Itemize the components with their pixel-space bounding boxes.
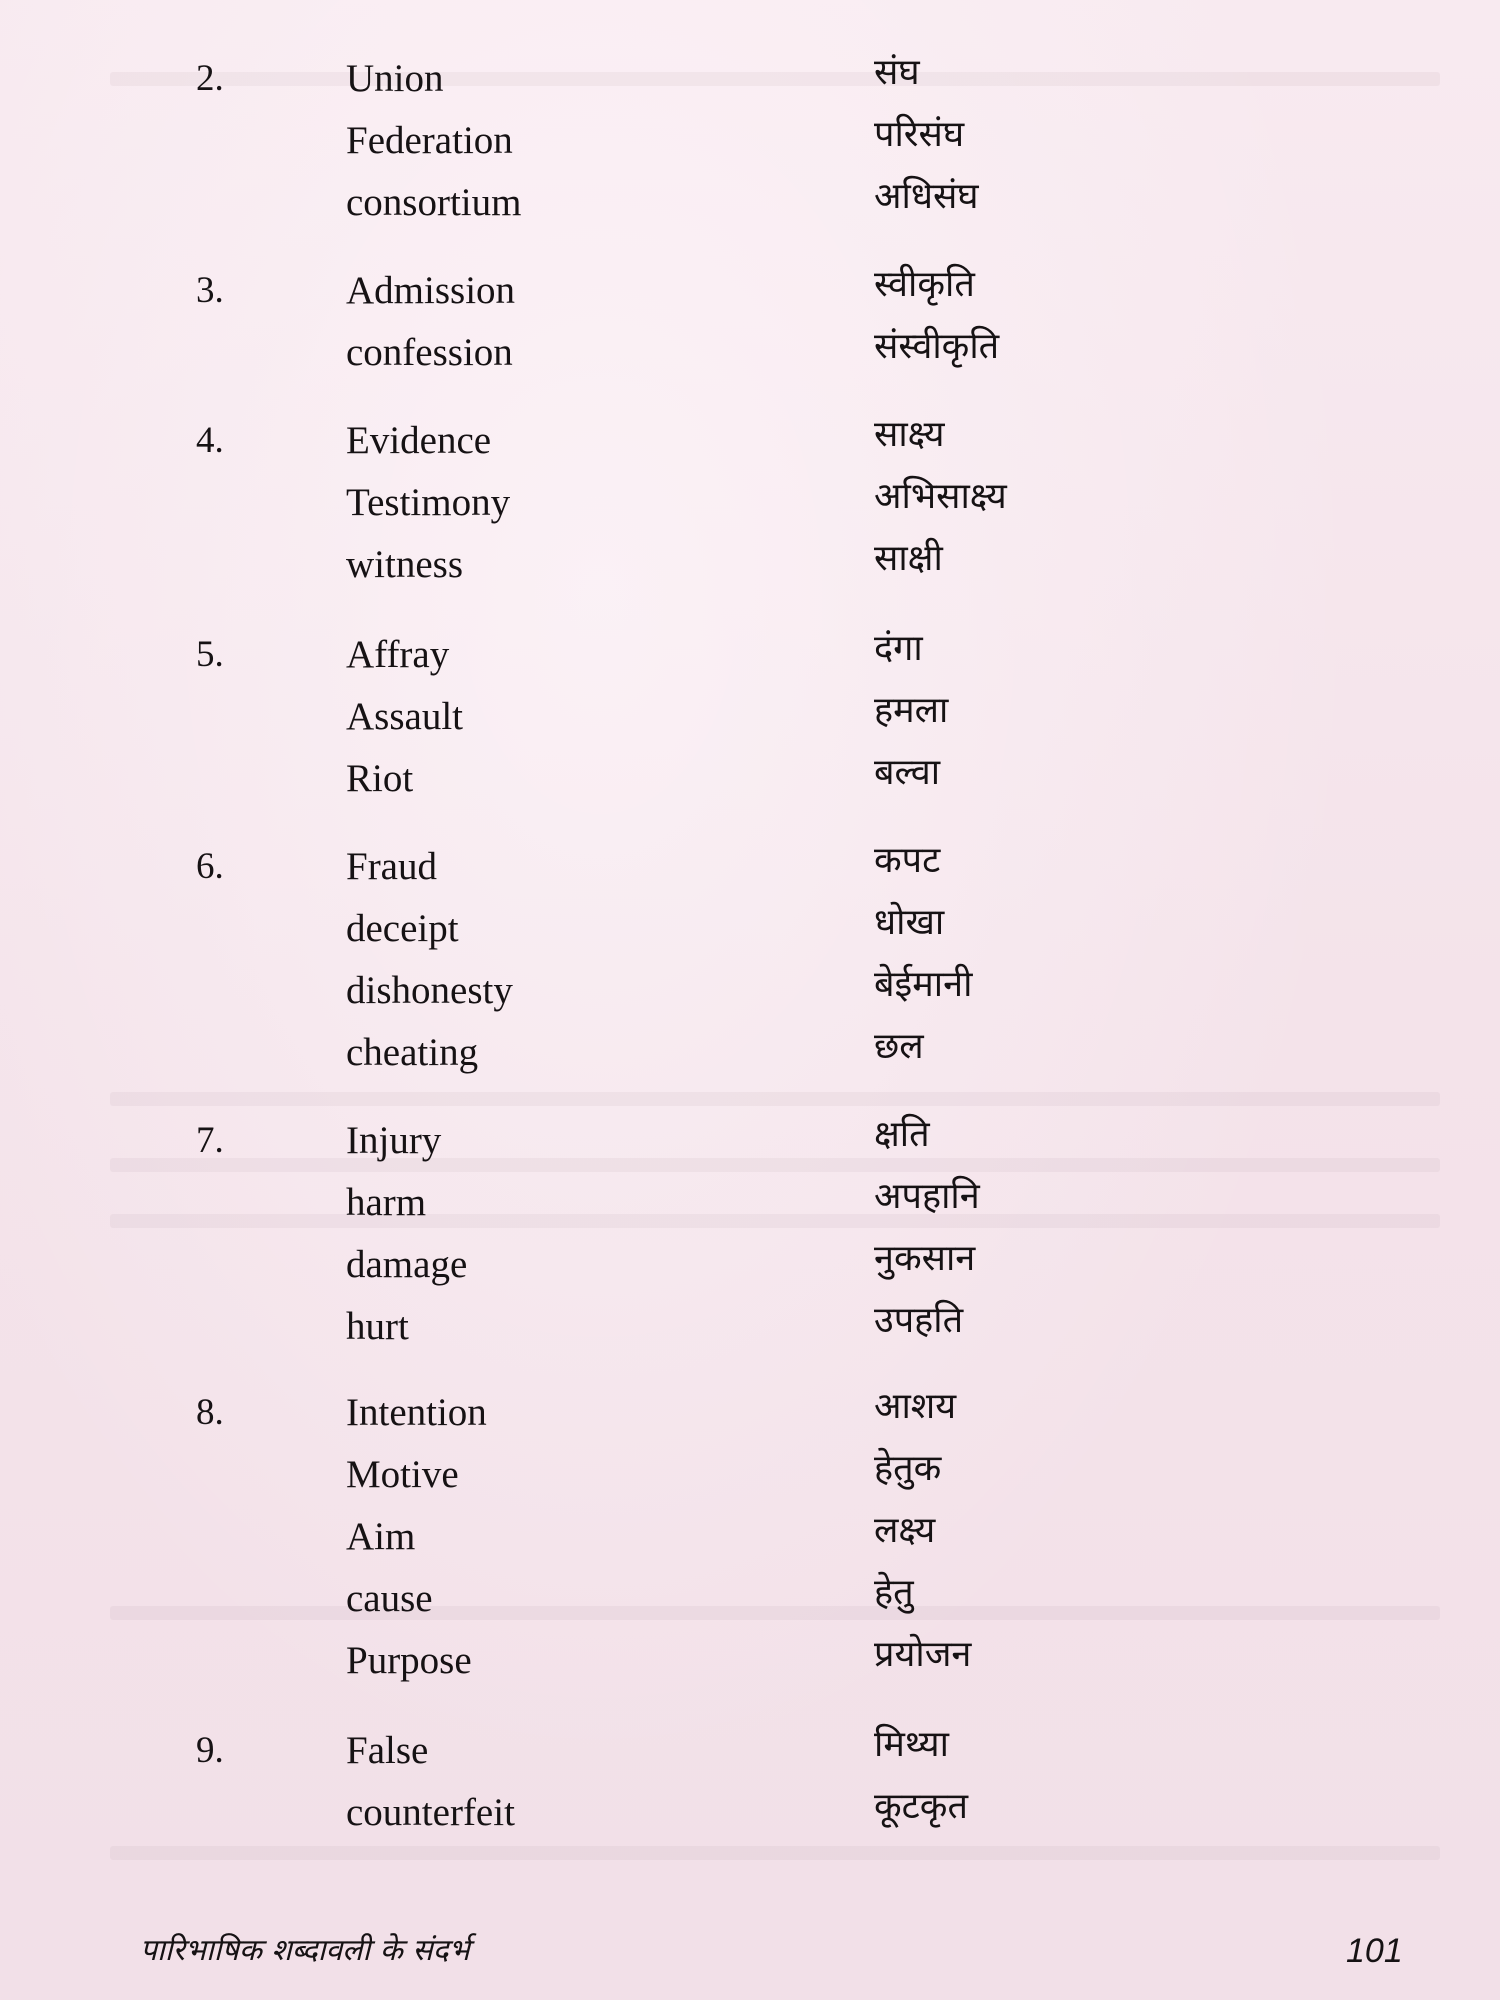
entry-number: 8. [196,1392,224,1433]
term-row [0,836,1500,898]
term-row [0,472,1500,534]
hindi-term: संघ [874,52,920,93]
glossary-entry [0,48,1500,234]
english-term: witness [346,543,463,586]
show-through-line [110,1092,1440,1106]
term-row [0,322,1500,384]
hindi-term: अभिसाक्ष्य [874,476,1007,517]
hindi-term: आशय [874,1386,957,1427]
english-term: Admission [346,269,516,312]
hindi-term: कूटकृत [874,1786,968,1827]
entry-number: 7. [196,1120,224,1161]
glossary-entry [0,410,1500,596]
english-term: hurt [346,1305,409,1348]
english-term: Riot [346,757,414,800]
term-row [0,1022,1500,1084]
english-term: Affray [346,633,450,676]
entry-number: 5. [196,634,224,675]
term-row [0,1630,1500,1692]
term-row [0,624,1500,686]
term-row [0,172,1500,234]
english-term: cheating [346,1031,479,1074]
term-row [0,1110,1500,1172]
english-term: Intention [346,1391,487,1434]
term-row [0,748,1500,810]
hindi-term: क्षति [874,1114,930,1155]
term-row [0,260,1500,322]
entry-number: 6. [196,846,224,887]
english-term: Evidence [346,419,492,462]
hindi-term: साक्ष्य [874,414,945,455]
hindi-term: स्वीकृति [874,264,975,305]
page-number: 101 [1346,1932,1403,1970]
english-term: consortium [346,181,522,224]
term-row [0,1172,1500,1234]
term-row [0,48,1500,110]
term-row [0,1234,1500,1296]
english-term: Aim [346,1515,416,1558]
english-term: harm [346,1181,427,1224]
hindi-term: कपट [874,840,941,881]
english-term: confession [346,331,513,374]
glossary-entry [0,1110,1500,1358]
term-row [0,686,1500,748]
term-row [0,1382,1500,1444]
hindi-term: हेतु [874,1572,914,1613]
entry-number: 2. [196,58,224,99]
hindi-term: उपहति [874,1300,964,1341]
hindi-term: दंगा [874,628,923,669]
term-row [0,1568,1500,1630]
hindi-term: संस्वीकृति [874,326,1000,367]
hindi-term: साक्षी [874,538,943,579]
english-term: False [346,1729,429,1772]
term-row [0,1506,1500,1568]
entry-number: 9. [196,1730,224,1771]
glossary-entry [0,624,1500,810]
english-term: Motive [346,1453,459,1496]
english-term: Injury [346,1119,442,1162]
hindi-term: हमला [874,690,949,731]
hindi-term: अधिसंघ [874,176,979,217]
hindi-term: हेतुक [874,1448,942,1489]
hindi-term: धोखा [874,902,945,943]
term-row [0,1720,1500,1782]
english-term: Purpose [346,1639,472,1682]
term-row [0,1444,1500,1506]
english-term: Fraud [346,845,437,888]
english-term: Testimony [346,481,511,524]
glossary-entry [0,1382,1500,1692]
english-term: Assault [346,695,463,738]
english-term: damage [346,1243,468,1286]
hindi-term: लक्ष्य [874,1510,936,1551]
term-row [0,110,1500,172]
hindi-term: बेईमानी [874,964,973,1005]
page-footer [0,1926,1500,1976]
english-term: dishonesty [346,969,513,1012]
glossary-entry [0,836,1500,1084]
english-term: deceipt [346,907,459,950]
entry-number: 3. [196,270,224,311]
show-through-line [110,1846,1440,1860]
term-row [0,410,1500,472]
term-row [0,1296,1500,1358]
english-term: Union [346,57,444,100]
entry-number: 4. [196,420,224,461]
english-term: cause [346,1577,433,1620]
english-term: counterfeit [346,1791,515,1834]
glossary-entry [0,1720,1500,1844]
english-term: Federation [346,119,513,162]
term-row [0,1782,1500,1844]
hindi-term: अपहानि [874,1176,980,1217]
term-row [0,898,1500,960]
hindi-term: प्रयोजन [874,1634,972,1675]
hindi-term: मिथ्या [874,1724,949,1765]
term-row [0,534,1500,596]
hindi-term: परिसंघ [874,114,965,155]
running-footer-title: पारिभाषिक शब्दावली के संदर्भ [140,1933,470,1968]
hindi-term: नुकसान [874,1238,976,1279]
hindi-term: बल्वा [874,752,941,793]
term-row [0,960,1500,1022]
hindi-term: छल [874,1026,924,1067]
glossary-entry [0,260,1500,384]
